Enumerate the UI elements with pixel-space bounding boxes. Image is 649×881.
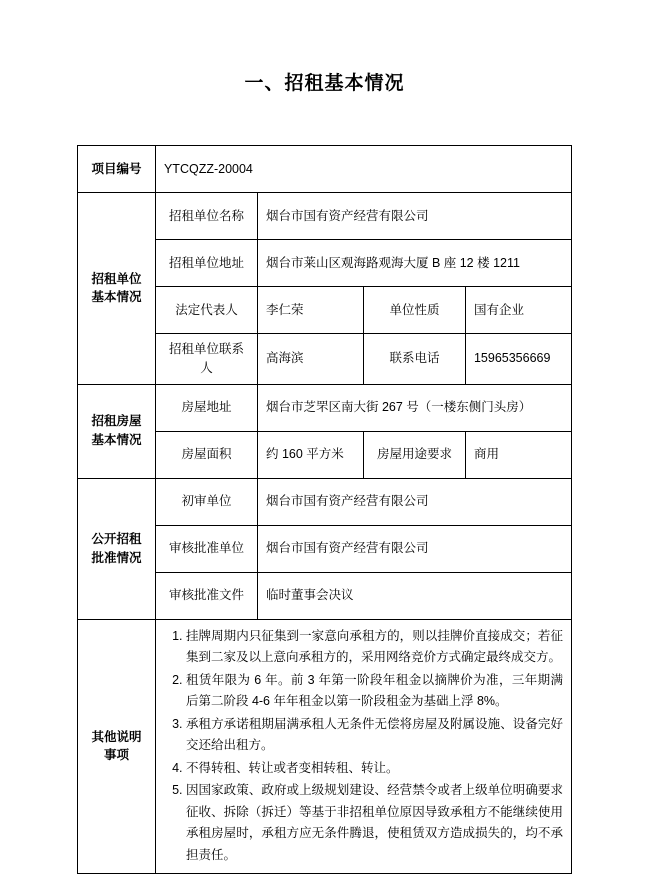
approval-section-label-line1: 公开招租 <box>91 531 142 546</box>
lessor-section-label <box>77 193 155 385</box>
contact-phone-label: 联系电话 <box>363 334 465 385</box>
project-number-label: 项目编号 <box>77 146 155 193</box>
unit-nature-label: 单位性质 <box>363 287 465 334</box>
project-number-value: YTCQZZ-20004 <box>155 146 571 193</box>
lessor-section-label-line1: 招租单位 <box>91 271 142 286</box>
legal-rep-value: 李仁荣 <box>257 287 363 334</box>
notes-section-label-line2: 事项 <box>103 748 129 763</box>
approval-unit-label: 审核批准单位 <box>155 525 257 572</box>
approval-document-value: 临时董事会决议 <box>257 572 571 619</box>
table-row <box>77 384 571 431</box>
table-row <box>77 146 571 193</box>
house-section-label-line2: 基本情况 <box>91 433 142 447</box>
approval-section-label <box>77 478 155 619</box>
approval-document-label: 审核批准文件 <box>155 572 257 619</box>
lessor-name-label: 招租单位名称 <box>155 193 257 240</box>
house-section-label <box>77 384 155 478</box>
lessor-name-value: 烟台市国有资产经营有限公司 <box>257 193 571 240</box>
notes-section-label-line1: 其他说明 <box>91 729 142 744</box>
contact-person-label: 招租单位联系人 <box>155 334 257 385</box>
house-usage-label: 房屋用途要求 <box>363 431 465 478</box>
lessor-address-value: 烟台市莱山区观海路观海大厦 B 座 12 楼 1211 <box>257 240 571 287</box>
document-page <box>0 68 649 881</box>
table-row <box>77 619 571 874</box>
house-address-value: 烟台市芝罘区南大街 267 号（一楼东侧门头房） <box>257 384 571 431</box>
page-title: 一、招租基本情况 <box>244 73 405 94</box>
first-review-unit-value: 烟台市国有资产经营有限公司 <box>257 478 571 525</box>
contact-phone-value: 15965356669 <box>465 334 571 385</box>
list-item: 2. 租赁年限为 6 年。前 3 年第一阶段年租金以摘牌价为准，三年期满后第二阶段 4-6 年年租金以第一阶段租金为基础上浮 8%。 <box>186 670 563 713</box>
approval-unit-value: 烟台市国有资产经营有限公司 <box>257 525 571 572</box>
house-section-label-line1: 招租房屋 <box>91 414 142 429</box>
house-usage-value: 商用 <box>465 431 571 478</box>
lessor-address-label: 招租单位地址 <box>155 240 257 287</box>
lessor-section-label-line2: 基本情况 <box>91 290 142 305</box>
list-item: 5. 因国家政策、政府或上级规划建设、经营禁令或者上级单位明确要求征收、拆除（拆迁）等基于非招租单位原因导致承租方不能继续使用承租房屋时，承租方应无条件腾退，使租赁双方造成损失的，均不承担责任。 <box>186 780 563 866</box>
list-item: 3. 承租方承诺租期届满承租人无条件无偿将房屋及附属设施、设备完好交还给出租方。 <box>186 714 563 757</box>
house-area-label: 房屋面积 <box>155 431 257 478</box>
list-item: 1. 挂牌周期内只征集到一家意向承租方的，则以挂牌价直接成交；若征集到二家及以上意向承租方的，采用网络竞价方式确定最终成交方。 <box>186 626 563 669</box>
approval-section-label-line2: 批准情况 <box>91 550 142 565</box>
notes-list <box>164 626 563 867</box>
table-row <box>77 478 571 525</box>
notes-section-label <box>77 619 155 874</box>
unit-nature-value: 国有企业 <box>465 287 571 334</box>
notes-cell <box>155 619 571 874</box>
legal-rep-label: 法定代表人 <box>155 287 257 334</box>
contact-person-value: 高海滨 <box>257 334 363 385</box>
first-review-unit-label: 初审单位 <box>155 478 257 525</box>
list-item: 4. 不得转租、转让或者变相转租、转让。 <box>186 758 563 780</box>
lease-info-table <box>77 145 572 874</box>
house-address-label: 房屋地址 <box>155 384 257 431</box>
house-area-value: 约 160 平方米 <box>257 431 363 478</box>
table-row <box>77 193 571 240</box>
